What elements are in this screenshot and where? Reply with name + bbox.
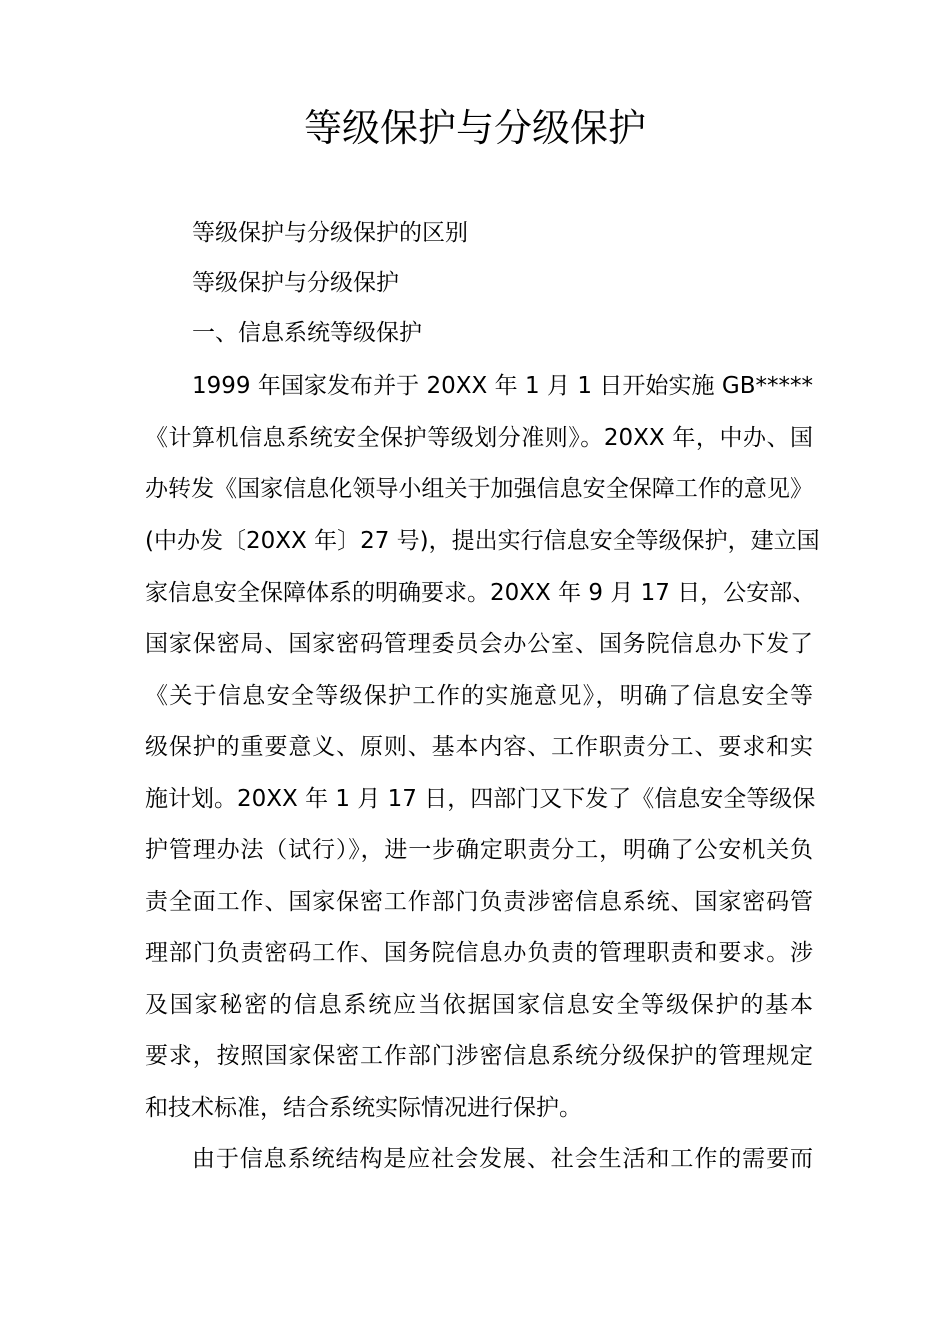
paragraph-1-line-4: (中办发〔20XX 年〕27 号)，提出实行信息安全等级保护，建立国 — [145, 528, 820, 554]
document-title: 等级保护与分级保护 — [303, 106, 646, 150]
paragraph-1-line-12: 理部门负责密码工作、国务院信息办负责的管理职责和要求。涉 — [145, 940, 813, 966]
paragraph-1-line-2: 《计算机信息系统安全保护等级划分准则》。20XX 年，中办、国 — [145, 425, 813, 451]
paragraph-1-line-3: 办转发《国家信息化领导小组关于加强信息安全保障工作的意见》 — [145, 476, 813, 502]
paragraph-1-line-15: 和技术标准，结合系统实际情况进行保护。 — [145, 1095, 582, 1121]
paragraph-1-line-8: 级保护的重要意义、原则、基本内容、工作职责分工、要求和实 — [145, 734, 813, 760]
paragraph-1-line-13: 及国家秘密的信息系统应当依据国家信息安全等级保护的基本 — [145, 992, 813, 1018]
paragraph-1-line-6: 国家保密局、国家密码管理委员会办公室、国务院信息办下发了 — [145, 631, 813, 657]
paragraph-1-line-1: 1999 年国家发布并于 20XX 年 1 月 1 日开始实施 GB***** — [192, 373, 813, 399]
paragraph-2-line-1: 由于信息系统结构是应社会发展、社会生活和工作的需要而 — [192, 1146, 813, 1172]
paragraph-1-line-14: 要求，按照国家保密工作部门涉密信息系统分级保护的管理规定 — [145, 1043, 813, 1069]
paragraph-1-line-9: 施计划。20XX 年 1 月 17 日，四部门又下发了《信息安全等级保 — [145, 786, 816, 812]
subheading-comparison: 等级保护与分级保护 — [192, 270, 399, 296]
paragraph-1-line-11: 责全面工作、国家保密工作部门负责涉密信息系统、国家密码管 — [145, 889, 813, 915]
paragraph-1-line-5: 家信息安全保障体系的明确要求。20XX 年 9 月 17 日，公安部、 — [145, 580, 816, 606]
section-heading-1: 一、信息系统等级保护 — [192, 320, 422, 346]
paragraph-1-line-7: 《关于信息安全等级保护工作的实施意见》，明确了信息安全等 — [145, 683, 813, 709]
subheading-difference: 等级保护与分级保护的区别 — [192, 220, 468, 246]
paragraph-1-line-10: 护管理办法（试行）》，进一步确定职责分工，明确了公安机关负 — [145, 837, 813, 863]
